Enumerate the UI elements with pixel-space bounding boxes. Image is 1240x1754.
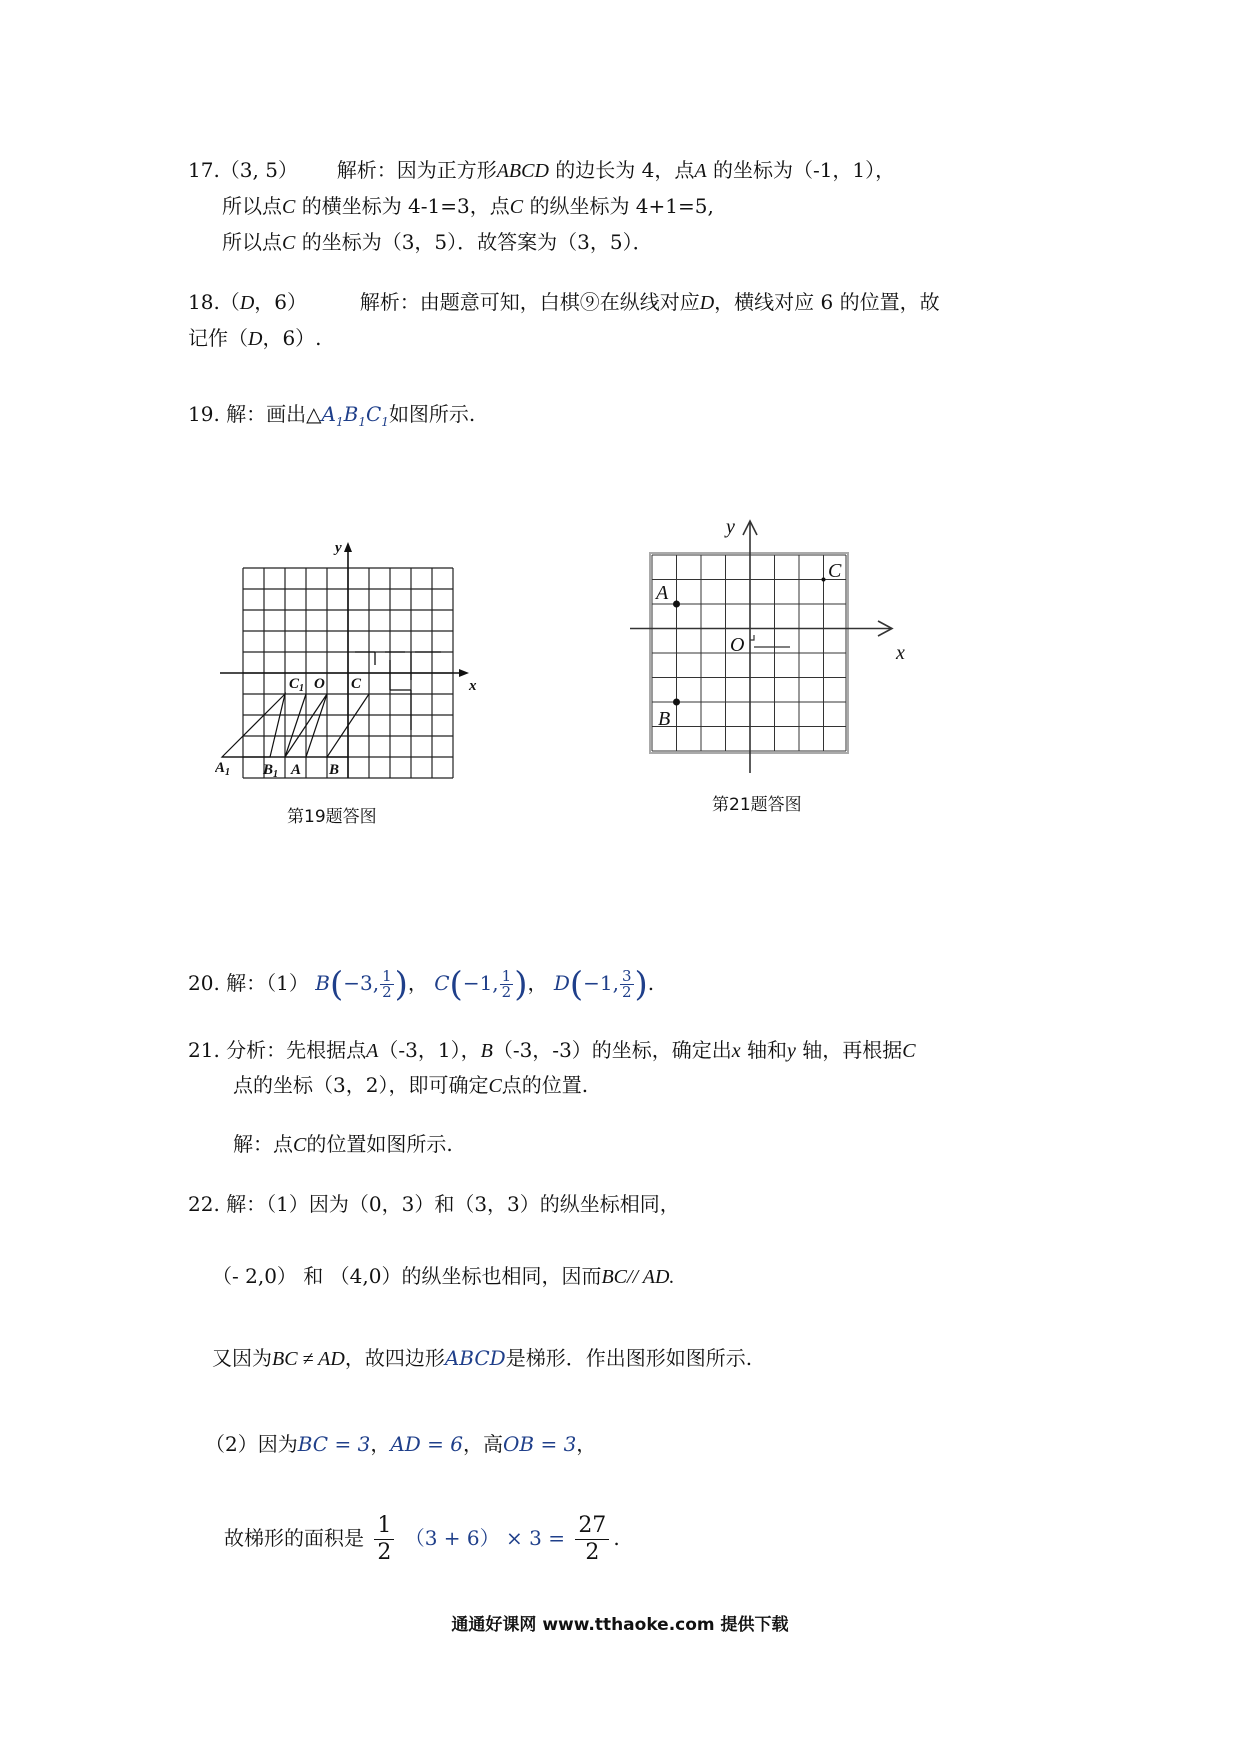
q21-var: C bbox=[488, 1075, 502, 1097]
q20-frac-den: 2 bbox=[621, 983, 632, 1001]
q18-text: 解析：由题意可知，白棋⑨在纵线对应 bbox=[359, 290, 700, 314]
fig21-point-a bbox=[673, 601, 680, 608]
q17-var: C bbox=[282, 196, 296, 218]
fig21-label-c: C bbox=[828, 560, 842, 582]
q18-var: D bbox=[239, 292, 255, 314]
q19-sub: 1 bbox=[336, 415, 344, 429]
q22-frac-num: 1 bbox=[374, 1513, 394, 1540]
q17-text: 的纵坐标为 4+1=5, bbox=[523, 194, 714, 218]
q21-var: B bbox=[480, 1040, 493, 1062]
q21-var: C bbox=[902, 1040, 916, 1062]
fig19-caption: 第19题答图 bbox=[287, 807, 377, 827]
q20-frac-den: 2 bbox=[382, 983, 392, 1001]
q22-var: ABCD bbox=[444, 1346, 506, 1370]
fig19-label-c: C bbox=[351, 676, 362, 692]
fig21-point-b bbox=[673, 699, 680, 706]
q18-text: 记作（ bbox=[188, 326, 248, 350]
q22-line5 bbox=[224, 1508, 620, 1568]
q18-text: 18.（ bbox=[188, 290, 240, 314]
q20-sep: ， bbox=[407, 971, 428, 995]
q22-text: ， bbox=[370, 1432, 391, 1456]
q19-text: 19. 解：画出△ bbox=[188, 402, 322, 426]
q21-var: y bbox=[787, 1040, 796, 1062]
q18-var: D bbox=[699, 292, 715, 314]
q20-val: −3, bbox=[343, 971, 380, 995]
q18-text: ，6）. bbox=[262, 326, 322, 350]
grid-21 bbox=[652, 555, 846, 751]
fig21-label-a: A bbox=[656, 582, 669, 604]
q18-var: D bbox=[248, 328, 263, 350]
q22-var: OB = 3 bbox=[503, 1432, 577, 1456]
q22-text: . bbox=[613, 1526, 620, 1550]
q21-line2 bbox=[233, 1071, 588, 1100]
q22-text: ， bbox=[576, 1432, 597, 1456]
figure-21 bbox=[630, 515, 920, 785]
q19-var: B bbox=[343, 402, 359, 426]
fig21-caption: 第21题答图 bbox=[712, 795, 802, 815]
q17-text: 的坐标为（-1，1）， bbox=[706, 158, 896, 182]
q17-line2 bbox=[222, 192, 714, 221]
q17-text: 所以点 bbox=[222, 230, 282, 254]
q22-frac-num: 27 bbox=[575, 1513, 609, 1540]
q22-line2 bbox=[212, 1262, 674, 1291]
q19-line bbox=[188, 400, 475, 436]
q17-var: ABCD bbox=[496, 160, 549, 182]
q18-line1 bbox=[188, 288, 940, 317]
q18-text: ，6） bbox=[254, 290, 307, 314]
fig19-x-label: x bbox=[469, 678, 477, 694]
fig19-label-a: A bbox=[291, 762, 302, 778]
q20-var: B bbox=[315, 971, 330, 995]
q22-text: 又因为 bbox=[212, 1346, 272, 1370]
q17-line3 bbox=[222, 228, 653, 257]
q17-text: 解析：因为正方形 bbox=[336, 158, 497, 182]
q22-text: ，故四边形 bbox=[344, 1346, 445, 1370]
q20-var: C bbox=[434, 971, 450, 995]
q20-val: −1, bbox=[462, 971, 499, 995]
q21-var: A bbox=[366, 1040, 379, 1062]
q22-var: AD = 6 bbox=[390, 1432, 463, 1456]
fig21-label-b: B bbox=[658, 708, 671, 730]
q21-text: 的位置如图所示. bbox=[306, 1132, 453, 1156]
q17-text: 的边长为 4，点 bbox=[548, 158, 695, 182]
figure-19 bbox=[215, 540, 485, 800]
q22-expr: （3 + 6） × 3 = bbox=[404, 1526, 565, 1550]
q22-frac-den: 2 bbox=[377, 1540, 392, 1565]
q21-text: 点的位置. bbox=[501, 1073, 589, 1097]
fig21-x-label: x bbox=[896, 642, 905, 664]
q22-line4 bbox=[205, 1430, 596, 1458]
q17-var: C bbox=[509, 196, 524, 218]
y-arrow-icon bbox=[344, 542, 352, 552]
q20-var: D bbox=[553, 971, 570, 995]
q21-var: C bbox=[293, 1134, 307, 1156]
q21-text: 21. 分析：先根据点 bbox=[188, 1038, 367, 1062]
q20-frac-num: 1 bbox=[501, 967, 512, 985]
fig19-label-c1: $C_1$ bbox=[289, 676, 305, 694]
q22-text: ，高 bbox=[463, 1432, 503, 1456]
q22-frac-den: 2 bbox=[585, 1540, 600, 1565]
q22-text: 22. 解：（1）因为（0，3）和（3，3）的纵坐标相同， bbox=[188, 1192, 680, 1216]
q21-line1 bbox=[188, 1036, 916, 1065]
footer-text: 通通好课网 www.tthaoke.com 提供下载 bbox=[451, 1615, 789, 1635]
q22-line1 bbox=[188, 1190, 680, 1218]
q20-line: 20. 解：（1） B(−3, $\frac{1}{2}$ )， C(−1, $\frac{1}{2}$ )， D(−1, $\frac{3}{2}$ ). bbox=[188, 964, 655, 1005]
q17-var: A bbox=[694, 160, 707, 182]
q22-text: 是梯形．作出图形如图所示. bbox=[505, 1346, 753, 1370]
q21-text: 点的坐标（3，2），即可确定 bbox=[233, 1073, 489, 1097]
q17-text: 的横坐标为 4-1=3，点 bbox=[295, 194, 510, 218]
q20-frac-num: 3 bbox=[621, 967, 632, 985]
q19-var: A bbox=[321, 402, 336, 426]
fig21-point-c bbox=[822, 578, 826, 582]
q21-line3 bbox=[233, 1130, 453, 1159]
q22-var: BC = 3 bbox=[297, 1432, 371, 1456]
q20-val: −1, bbox=[583, 971, 619, 995]
fig21-y-label: y bbox=[726, 516, 735, 538]
q17-var: C bbox=[282, 232, 296, 254]
x-arrow-icon bbox=[459, 669, 469, 677]
fig19-label-b: B bbox=[329, 762, 340, 778]
q20-frac-den: 2 bbox=[501, 983, 512, 1001]
q22-line3 bbox=[212, 1344, 752, 1373]
q21-text: （-3，1）， bbox=[378, 1038, 481, 1062]
q20-sep: ， bbox=[527, 971, 548, 995]
q17-text: 所以点 bbox=[222, 194, 282, 218]
q20-frac-num: 1 bbox=[382, 967, 392, 985]
q21-text: 解：点 bbox=[233, 1132, 293, 1156]
q22-text: （2）因为 bbox=[205, 1432, 298, 1456]
q17-answer: 17.（3, 5） bbox=[188, 158, 298, 182]
fig19-label-b1: $B_1$ bbox=[263, 762, 279, 780]
q21-text: 轴和 bbox=[740, 1038, 788, 1062]
q22-var: BC// AD. bbox=[601, 1266, 675, 1288]
q20-text: 20. 解：（1） bbox=[188, 971, 309, 995]
q20-end: . bbox=[647, 971, 655, 995]
q19-sub: 1 bbox=[381, 415, 389, 429]
q18-line2 bbox=[188, 324, 322, 353]
q21-var: x bbox=[731, 1040, 741, 1062]
q22-var: BC ≠ AD bbox=[272, 1348, 345, 1370]
q17-text: 的坐标为（3，5）．故答案为（3，5）． bbox=[295, 230, 653, 254]
q21-text: 轴，再根据 bbox=[795, 1038, 903, 1062]
q18-text: ，横线对应 6 的位置，故 bbox=[714, 290, 940, 314]
q22-text: 故梯形的面积是 bbox=[224, 1526, 364, 1550]
fig21-label-o: O bbox=[730, 634, 745, 656]
q17-line1 bbox=[188, 156, 895, 185]
q19-sub: 1 bbox=[358, 415, 366, 429]
q19-var: C bbox=[365, 402, 382, 426]
q19-text: 如图所示. bbox=[388, 402, 476, 426]
q22-text: （- 2,0） 和 （4,0）的纵坐标也相同，因而 bbox=[212, 1264, 602, 1288]
fig19-label-o: O bbox=[314, 676, 325, 692]
fig19-label-a1: $A_1$ bbox=[215, 760, 231, 778]
fig19-y-label: y bbox=[335, 540, 342, 556]
q21-text: （-3，-3）的坐标，确定出 bbox=[492, 1038, 732, 1062]
